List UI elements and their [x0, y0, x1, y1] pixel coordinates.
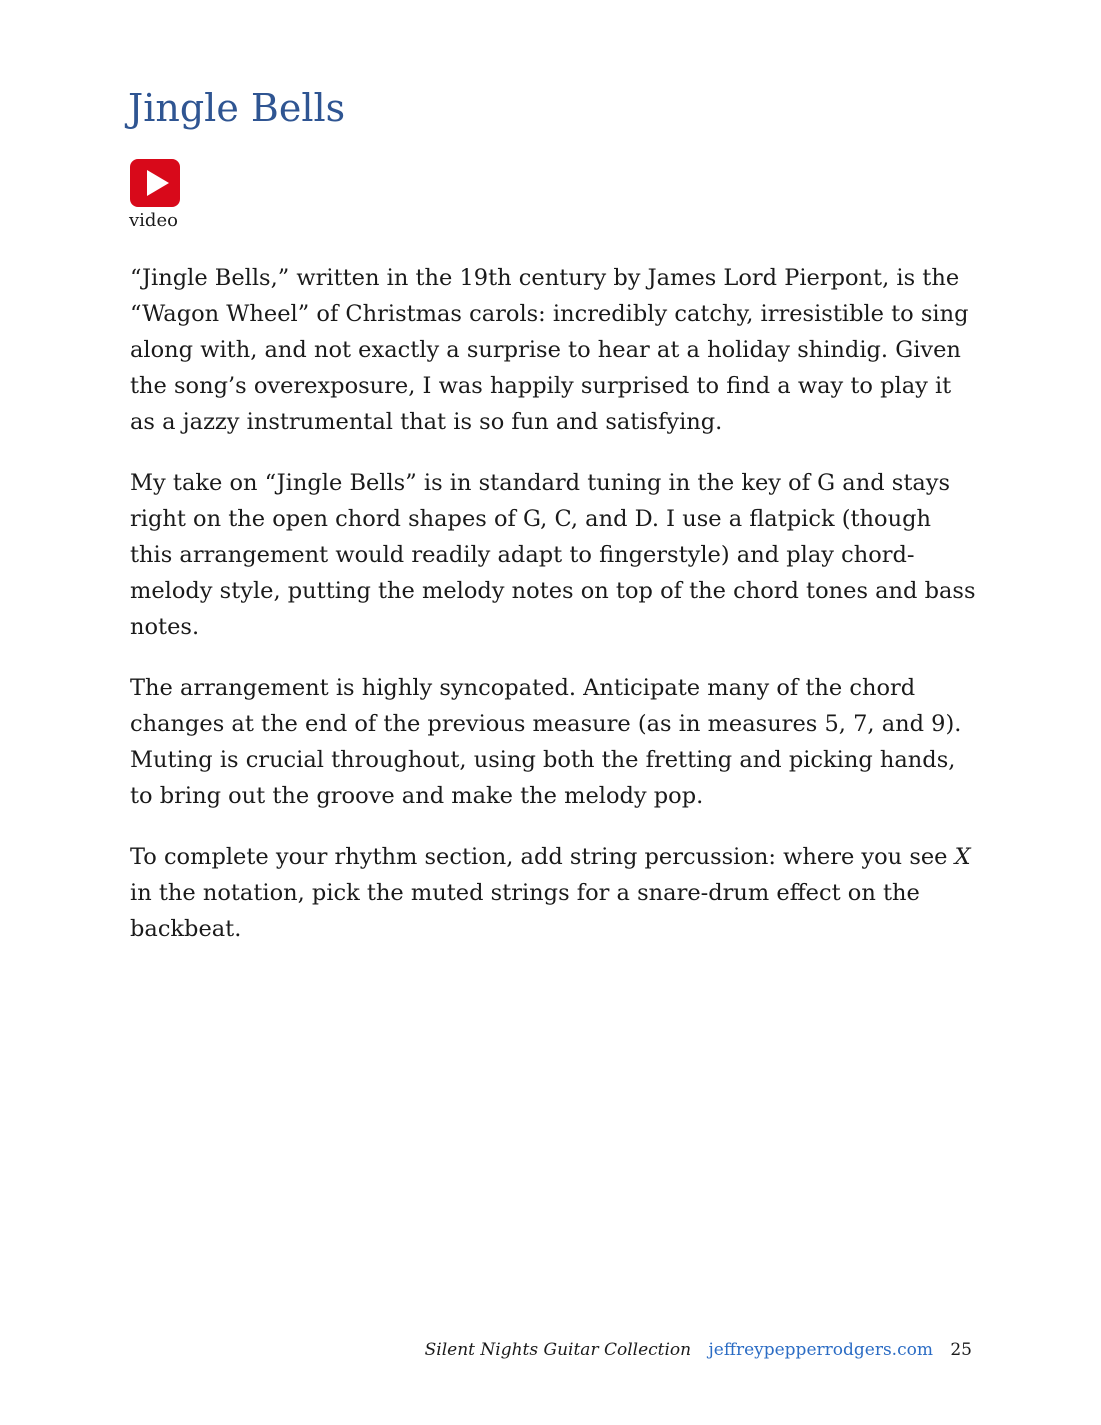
- page-footer: [425, 1340, 972, 1360]
- percussion-text-end: in the notation, pick the muted strings for a snare-drum effect on the backbeat.: [130, 880, 920, 942]
- footer-website-link[interactable]: jeffreypepperrodgers.com: [708, 1340, 933, 1360]
- footer-book-title: Silent Nights Guitar Collection: [424, 1340, 692, 1360]
- paragraph-percussion: [130, 839, 980, 947]
- play-icon[interactable]: [129, 158, 181, 208]
- paragraph-syncopation: The arrangement is highly syncopated. Anticipate many of the chord changes at the end of the previous measure (as in measures 5, 7, and 9). Muting is crucial throughout, using both the fretting and picking hands, to bring out the groove and make the melody pop.: [130, 675, 962, 809]
- page-title: Jingle Bells: [128, 86, 346, 130]
- article-body: [130, 260, 980, 972]
- video-label[interactable]: video: [129, 210, 178, 231]
- page-number: 25: [950, 1340, 972, 1360]
- paragraph-intro: “Jingle Bells,” written in the 19th century by James Lord Pierpont, is the “Wagon Wheel” of Christmas carols: incredibly catchy, irresistible to sing along with, and not exactly a surprise to hear at a holiday shindig. Given the song’s overexposure, I was happily surprised to find a way to play it as a jazzy instrumental that is so fun and satisfying.: [130, 265, 969, 435]
- video-link[interactable]: [129, 158, 189, 231]
- percussion-emphasis: X: [954, 844, 971, 870]
- paragraph-tuning: My take on “Jingle Bells” is in standard tuning in the key of G and stays right on the open chord shapes of G, C, and D. I use a flatpick (though this arrangement would readily adapt to fingerstyle) and play chord-melody style, putting the melody notes on top of the chord tones and bass notes.: [130, 470, 976, 640]
- percussion-text-start: To complete your rhythm section, add string percussion: where you see: [130, 844, 955, 870]
